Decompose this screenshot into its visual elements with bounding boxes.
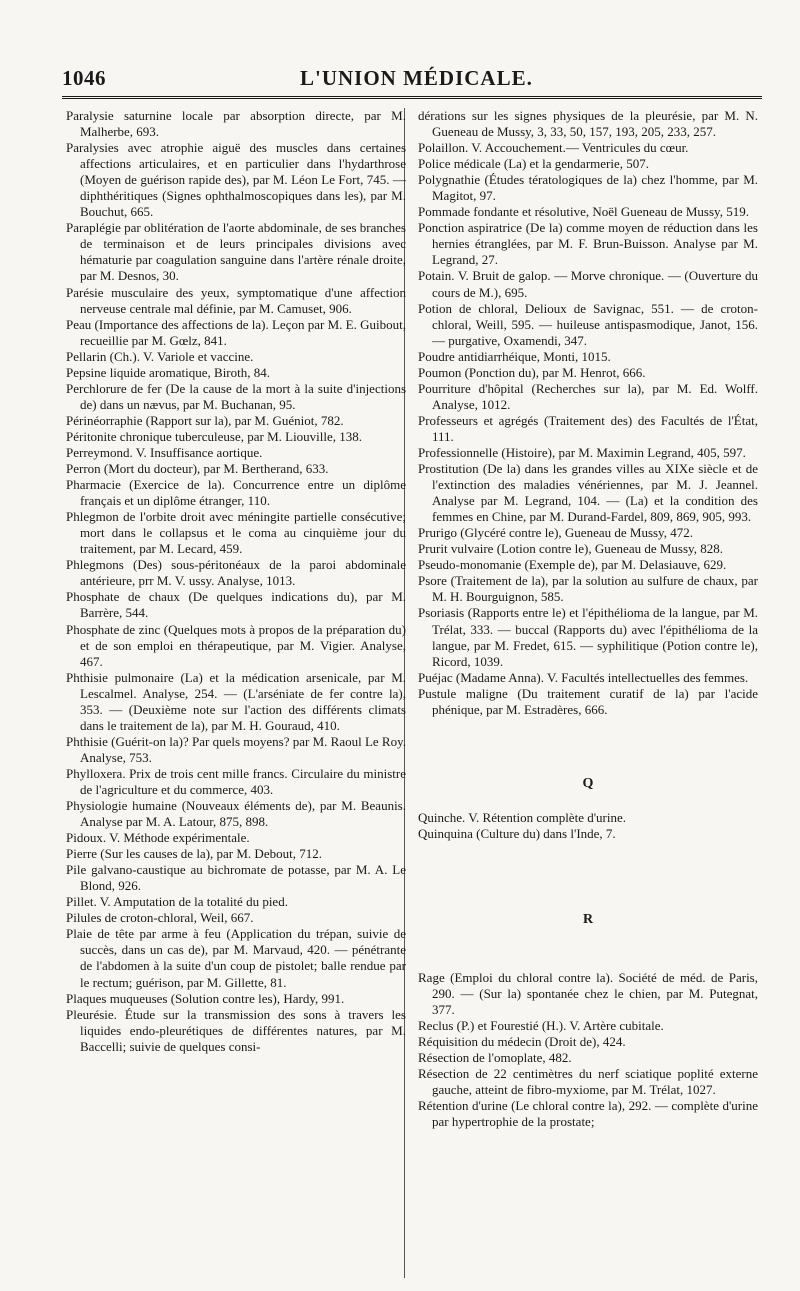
index-entry: Professionnelle (Histoire), par M. Maximin Legrand, 405, 597. <box>418 444 746 460</box>
index-entry: Peau (Importance des affections de la). Leçon par M. E. Guibout, recueillie par M. Gœlz, 841. <box>66 316 406 348</box>
entries-p-continued <box>418 108 758 718</box>
index-entry: Puéjac (Madame Anna). V. Facultés intellectuelles des femmes. <box>418 669 749 685</box>
index-entry: dérations sur les signes physiques de la pleurésie, par M. N. Gueneau de Mussy, 3, 33, 50, 157, 193, 205, 233, 257. <box>418 108 758 140</box>
index-entry: Psore (Traitement de la), par la solution au sulfure de chaux, par M. H. Bourguignon, 585. <box>418 573 758 605</box>
index-entry: Paraplégie par oblitération de l'aorte abdominale, de ses branches de terminaison et de leurs principales divisions avec hématurie par coagulation sanguine dans l'artère rénale droite, par M. Desnos, 30. <box>66 220 406 284</box>
index-entry: Pierre (Sur les causes de la), par M. Debout, 712. <box>66 846 322 862</box>
index-entry: Réquisition du médecin (Droit de), 424. <box>418 1034 626 1050</box>
index-entry: Phylloxera. Prix de trois cent mille francs. Circulaire du ministre de l'agriculture et du commerce, 403. <box>66 765 406 797</box>
index-entry: Parésie musculaire des yeux, symptomatique d'une affection nerveuse centrale mal définie, par M. Camuset, 906. <box>66 284 406 316</box>
index-entry: Paralysie saturnine locale par absorption directe, par M. Malherbe, 693. <box>66 108 406 140</box>
index-entry: Résection de 22 centimètres du nerf sciatique poplité externe gauche, atteint de fibro-myxiome, par M. Trélat, 1027. <box>418 1066 758 1098</box>
index-entry: Pustule maligne (Du traitement curatif de la) par l'acide phénique, par M. Estradères, 666. <box>418 685 758 717</box>
index-entry: Péritonite chronique tuberculeuse, par M. Liouville, 138. <box>66 428 363 444</box>
index-entry: Poudre antidiarrhéique, Monti, 1015. <box>418 348 611 364</box>
right-column <box>418 108 758 1130</box>
index-entry: Phosphate de chaux (De quelques indications du), par M. Barrère, 544. <box>66 589 406 621</box>
index-entry: Polaillon. V. Accouchement.— Ventricules du cœur. <box>418 140 689 156</box>
index-entry: Pilules de croton-chloral, Weil, 667. <box>66 910 254 926</box>
index-entry: Reclus (P.) et Fourestié (H.). V. Artère cubitale. <box>418 1018 664 1034</box>
index-entry: Polygnathie (Études tératologiques de la) chez l'homme, par M. Magitot, 97. <box>418 172 758 204</box>
index-entry: Pidoux. V. Méthode expérimentale. <box>66 830 250 846</box>
index-entry: Plaie de tête par arme à feu (Application du trépan, suivie de succès, dans un cas de), par M. Marvaud, 420. — pénétrante de l'abdomen à la suite d'un coup de pistolet; balle rendue par le rectum; guérison, par M. Gillette, 81. <box>66 926 406 990</box>
index-entry: Pleurésie. Étude sur la transmission des sons à travers les liquides endo-pleurétiques de différentes natures, par M. Baccelli; suivie de quelques consi- <box>66 1006 406 1054</box>
index-entry: Poumon (Ponction du), par M. Henrot, 666. <box>418 364 646 380</box>
section-letter-r: R <box>582 911 594 927</box>
index-entry: Rage (Emploi du chloral contre la). Société de méd. de Paris, 290. — (Sur la) spontanée chez le chien, par M. Putegnat, 377. <box>418 969 758 1018</box>
index-entry: Police médicale (La) et la gendarmerie, 507. <box>418 156 650 172</box>
index-entry: Phthisie (Guérit-on la)? Par quels moyens? par M. Raoul Le Roy. Analyse, 753. <box>66 733 406 765</box>
index-entry: Potain. V. Bruit de galop. — Morve chronique. — (Ouverture du cours de M.), 695. <box>418 268 758 300</box>
section-letter-q: Q <box>582 775 594 791</box>
index-entry: Pile galvano-caustique au bichromate de potasse, par M. A. Le Blond, 926. <box>66 862 406 894</box>
index-entry: Potion de chloral, Delioux de Savignac, 551. — de croton-chloral, Weill, 595. — huileuse antispasmodique, Janot, 156. — purgative, Oxamendi, 347. <box>418 300 758 348</box>
left-column <box>66 108 406 1055</box>
index-entry: Pepsine liquide aromatique, Biroth, 84. <box>66 364 270 380</box>
index-entry: Quinche. V. Rétention complète d'urine. <box>418 809 627 825</box>
index-entry: Prurit vulvaire (Lotion contre le), Gueneau de Mussy, 828. <box>418 541 723 557</box>
index-entry: Phthisie pulmonaire (La) et la médication arsenicale, par M. Lescalmel. Analyse, 254. — (L'arséniate de fer contre la), 353. — (Deuxième note sur l'action des différents climats dans le traitement de la), par M. H. Gouraud, 410. <box>66 669 406 733</box>
index-entry: Plaques muqueuses (Solution contre les), Hardy, 991. <box>66 990 345 1006</box>
index-entry: Pellarin (Ch.). V. Variole et vaccine. <box>66 348 254 364</box>
header-rule <box>62 96 762 99</box>
index-entry: Quinquina (Culture du) dans l'Inde, 7. <box>418 825 616 841</box>
index-entry: Pommade fondante et résolutive, Noël Gueneau de Mussy, 519. <box>418 204 749 220</box>
index-entry: Phlegmon de l'orbite droit avec méningite partielle consécutive; mort dans le collapsus et le coma au cinquième jour du traitement, par M. Lecard, 459. <box>66 509 406 557</box>
index-entry: Professeurs et agrégés (Traitement des) des Facultés de l'État, 111. <box>418 412 758 444</box>
index-entry: Prostitution (De la) dans les grandes villes au XIXe siècle et de l'extinction des maladies vénériennes, par M. J. Jeannel. Analyse par M. Legrand, 104. — (La) et la condition des femmes en Chine, par M. Durand-Fardel, 809, 869, 905, 993. <box>418 461 758 525</box>
index-entry: Physiologie humaine (Nouveaux éléments de), par M. Beaunis. Analyse par M. A. Latour, 875, 898. <box>66 798 406 830</box>
index-entry: Pillet. V. Amputation de la totalité du pied. <box>66 894 288 910</box>
index-entry: Pseudo-monomanie (Exemple de), par M. Delasiauve, 629. <box>418 557 727 573</box>
index-entry: Perchlorure de fer (De la cause de la mort à la suite d'injections de) dans un nævus, par M. Buchanan, 95. <box>66 380 406 412</box>
index-entry: Paralysies avec atrophie aiguë des muscles dans certaines affections articulaires, et en particulier dans l'hydarthrose (Moyen de guérison rapide des), par M. Léon Le Fort, 745. — diphthéritiques (Signes ophthalmoscopiques dans les), par M. Bouchut, 665. <box>66 140 406 220</box>
index-entry: Prurigo (Glycéré contre le), Gueneau de Mussy, 472. <box>418 525 693 541</box>
page-number: 1046 <box>62 66 106 90</box>
page-header <box>62 66 762 96</box>
index-entry: Perron (Mort du docteur), par M. Bertherand, 633. <box>66 461 329 477</box>
index-entry: Phlegmons (Des) sous-péritonéaux de la paroi abdominale antérieure, prr M. V. ussy. Analyse, 1013. <box>66 557 406 589</box>
entries-q <box>418 810 758 842</box>
index-entry: Perreymond. V. Insuffisance aortique. <box>66 444 263 460</box>
index-entry: Phosphate de zinc (Quelques mots à propos de la préparation du) et de son emploi en thérapeutique, par M. Vigier. Analyse, 467. <box>66 621 406 669</box>
index-entry: Rétention d'urine (Le chloral contre la), 292. — complète d'urine par hypertrophie de la prostate; <box>418 1098 758 1130</box>
index-entry: Pharmacie (Exercice de la). Concurrence entre un diplôme français et un diplôme étranger, 110. <box>66 477 406 509</box>
index-entry: Pourriture d'hôpital (Recherches sur la), par M. Ed. Wolff. Analyse, 1012. <box>418 380 758 412</box>
index-entry: Résection de l'omoplate, 482. <box>418 1050 572 1066</box>
entries-r <box>418 970 758 1130</box>
running-title: L'UNION MÉDICALE. <box>300 66 533 90</box>
index-entry: Psoriasis (Rapports entre le) et l'épithélioma de la langue, par M. Trélat, 333. — buccal (Rapports du) avec l'épithélioma de la langue, par M. Fredet, 615. — syphilitique (Potion contre le), Ricord, 1039. <box>418 605 758 669</box>
index-entry: Ponction aspiratrice (De la) comme moyen de réduction dans les hernies étranglées, par M. F. Brun-Buisson. Analyse par M. Legrand, 27. <box>418 220 758 268</box>
index-entry: Périnéorraphie (Rapport sur la), par M. Guéniot, 782. <box>66 412 344 428</box>
